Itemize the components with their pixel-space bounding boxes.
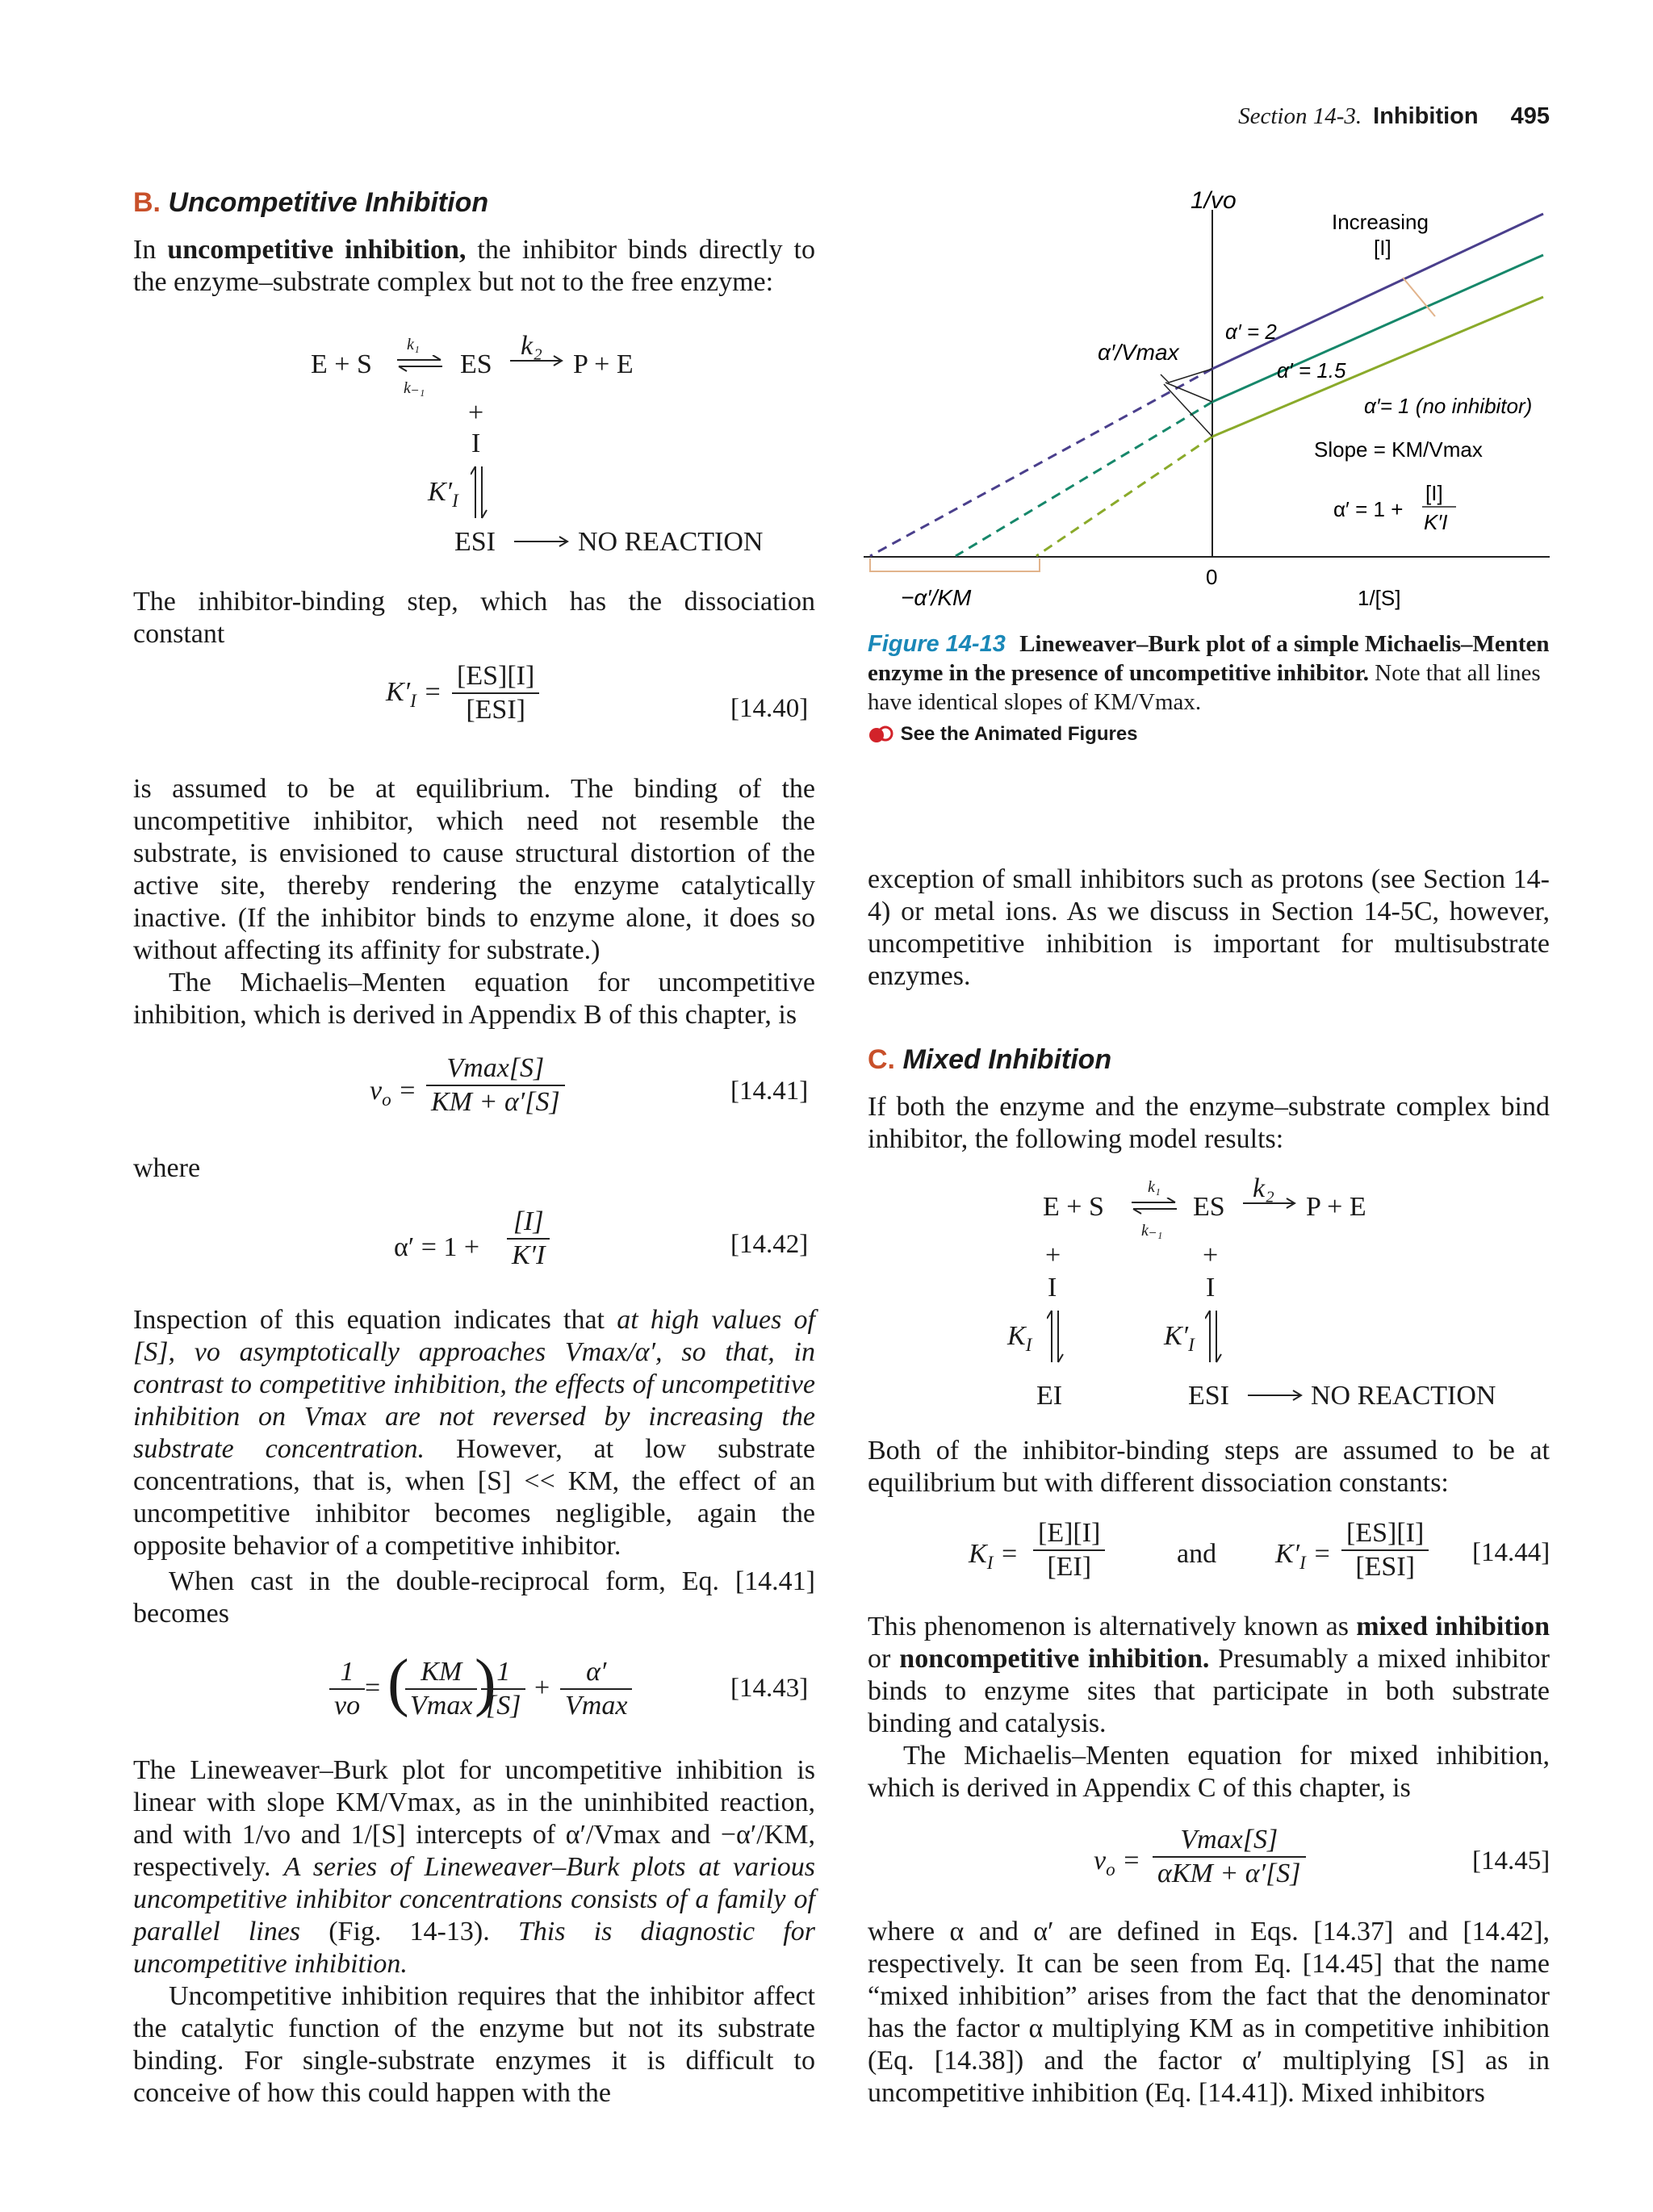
rate-constant-k1: k₁	[1148, 1178, 1161, 1196]
header-section: Section 14-3.	[1238, 103, 1362, 129]
equilibrium-arrow	[1130, 1198, 1178, 1215]
y-axis-label: 1/vo	[1191, 187, 1237, 214]
eq-denominator: [S]	[486, 1691, 521, 1721]
eq-fraction	[481, 1656, 525, 1722]
pointer-line	[1165, 383, 1212, 402]
y-intercept-label: α′/Vmax	[1098, 340, 1179, 365]
scheme-ei: EI	[1036, 1381, 1063, 1411]
eq-numerator: [E][I]	[1033, 1517, 1105, 1551]
paragraph: where α and α′ are defined in Eqs. [14.37] and [14.42], respectively. It can be seen from Eq. [14.45] that the name “mixed inhibition” arises from the fact that the denominator has the factor α multiplying KM as in competitive inhibition (Eq. [14.38]) and the factor α′ multiplying [S] as in uncompetitive inhibition (Eq. [14.41]). Mixed inhibitors	[868, 1917, 1550, 2108]
eq-fraction	[426, 1052, 565, 1119]
scheme-plus: +	[1203, 1240, 1219, 1270]
kip-subscript: I	[1188, 1334, 1195, 1356]
rate-constant-k1: k₁	[407, 336, 420, 353]
eq-lhs-sub: I	[410, 690, 416, 712]
equation-14-44-ki: $K_I$ =	[969, 1539, 1019, 1574]
running-header	[1235, 103, 1550, 130]
equation-14-44-kip: $K'_I$ =	[1275, 1539, 1332, 1574]
equation-number: [14.43]	[730, 1674, 809, 1703]
eq-fraction	[1033, 1517, 1105, 1583]
eq-fraction	[405, 1656, 477, 1722]
right-paren: )	[475, 1647, 496, 1718]
equation-14-41: $v_o$ =	[370, 1076, 417, 1110]
italic-run: at high values of [S], vo asymptotically approaches Vmax/α′, so that, in contrast to competitive inhibition, the effects of uncompetitive inhibition on Vmax are not reversed by increasing the substrate concentration.	[133, 1305, 815, 1464]
vertical-equilibrium-arrow	[471, 463, 488, 521]
scheme-ki-label	[428, 476, 458, 517]
scheme-plus: +	[468, 398, 484, 428]
paragraph: Both of the inhibitor-binding steps are assumed to be at equilibrium but with different dissociation constants:	[868, 1436, 1550, 1498]
eq-lhs-sub: o	[382, 1089, 391, 1110]
scheme-esi: ESI	[1188, 1381, 1229, 1411]
paragraph	[133, 1304, 815, 1562]
eq-fraction	[507, 1206, 550, 1272]
scheme-ki-label	[1007, 1320, 1032, 1361]
kip-symbol: K′	[1164, 1321, 1189, 1351]
paragraph: The Michaelis–Menten equation for uncompetitive inhibition, which is derived in Appendix B of this chapter, is	[133, 968, 815, 1030]
equilibrium-arrow	[395, 355, 444, 373]
scheme-es-reactants: E + S	[1043, 1192, 1104, 1222]
where-text: where	[133, 1153, 201, 1183]
x-intercept-label: −α′/KM	[901, 585, 972, 610]
scheme-inhibitor: I	[1206, 1273, 1216, 1303]
plus-sign: +	[534, 1673, 550, 1703]
slope-label: Slope = KM/Vmax	[1314, 437, 1483, 462]
scheme-es-reactants: E + S	[311, 349, 372, 379]
figure-number: Figure 14-13	[868, 631, 1006, 657]
x-axis-label: 1/[S]	[1358, 586, 1401, 610]
text-run: Presumably a mixed inhibitor binds to enzyme sites that participate in both substrate binding and catalysis.	[868, 1644, 1550, 1738]
scheme-esi: ESI	[454, 527, 496, 557]
scheme-no-reaction: NO REACTION	[1311, 1381, 1496, 1411]
bold-term: noncompetitive inhibition.	[899, 1644, 1210, 1674]
origin-label: 0	[1206, 565, 1218, 589]
caption-text: Note that all lines have identical slopes of KM/Vmax.	[868, 660, 1541, 715]
eq-denominator: [ESI]	[1355, 1552, 1415, 1582]
pointer-line	[1161, 369, 1212, 383]
eq-lhs-sub: o	[1106, 1859, 1115, 1880]
scheme-es: ES	[460, 349, 492, 379]
lineweaver-burk-plot	[864, 178, 1558, 613]
section-heading-c	[868, 1044, 1111, 1076]
eq-denominator: Vmax	[565, 1691, 628, 1721]
text-run: the inhibitor binds directly to the enzyme–substrate complex but not to the free enzyme:	[133, 235, 816, 297]
eq-lhs: v	[370, 1076, 383, 1106]
scheme-inhibitor: I	[1048, 1273, 1057, 1303]
equation-14-42: α′ = 1 +	[394, 1232, 480, 1262]
paragraph: When cast in the double-reciprocal form, Eq. [14.41] becomes	[133, 1566, 815, 1629]
eq-numerator: Vmax[S]	[426, 1052, 565, 1086]
eq-denominator: [ESI]	[466, 695, 525, 725]
vertical-equilibrium-arrow	[1047, 1307, 1065, 1365]
italic-run: A series of Lineweaver–Burk plots at various uncompetitive inhibitor concentrations consists of a family of parallel lines	[133, 1852, 815, 1946]
eq-lhs: K′	[1275, 1539, 1300, 1569]
eq-lhs-sub: I	[986, 1552, 994, 1574]
forward-arrow	[1241, 1198, 1298, 1209]
eq-lhs: K′	[386, 677, 411, 707]
increasing-label: Increasing	[1332, 210, 1429, 234]
increasing-label-i: [I]	[1374, 236, 1391, 260]
eq-denominator: αKM + α′[S]	[1157, 1859, 1301, 1888]
header-title: Inhibition	[1373, 103, 1479, 129]
reaction-scheme	[311, 349, 372, 381]
eq-denominator: KM + α′[S]	[431, 1087, 560, 1117]
text-run: (Fig. 14-13).	[300, 1917, 518, 1946]
text-run: The Lineweaver–Burk plot for uncompetitive inhibition is linear with slope KM/Vmax, as in the uninhibited reaction, and with 1/vo and 1/[S] intercepts of α′/Vmax and −α′/KM, respectively.	[133, 1755, 815, 1882]
eq-denominator: vo	[334, 1691, 361, 1721]
scheme-no-reaction: NO REACTION	[578, 527, 764, 557]
x-intercept-bracket	[870, 558, 1040, 571]
eq-lhs: v	[1094, 1846, 1107, 1875]
eq-fraction	[452, 660, 539, 726]
no-reaction-arrow	[1246, 1390, 1304, 1401]
eq-numerator: [I]	[507, 1206, 550, 1240]
alpha-def-denominator: K′I	[1424, 510, 1448, 534]
alpha-definition: α′ = 1 +	[1333, 497, 1404, 521]
caption-title: Lineweaver–Burk plot of a simple Michaelis–Menten enzyme in the presence of uncompetitive inhibitor.	[868, 631, 1550, 686]
rate-constant-k-1: k₋₁	[1141, 1222, 1163, 1240]
ki-symbol: K′	[428, 477, 453, 507]
eq-lhs: K	[969, 1539, 987, 1569]
scheme-kip-label	[1164, 1320, 1195, 1361]
paragraph	[133, 1754, 815, 1980]
paragraph: exception of small inhibitors such as protons (see Section 14-4) or metal ions. As we discuss in Section 14-5C, however, uncompetitive inhibition is important for multisubstrate enzymes.	[868, 864, 1550, 991]
scheme-inhibitor: I	[471, 429, 481, 458]
scheme-plus: +	[1045, 1240, 1061, 1270]
text-run: This phenomenon is alternatively known as	[868, 1612, 1357, 1641]
rate-constant-k2: k₂	[1253, 1173, 1274, 1203]
equation-14-40: $K'_I$ =	[386, 677, 442, 712]
alpha-1-label: α′= 1 (no inhibitor)	[1364, 394, 1533, 418]
line-alpha-1-5-extrapolated	[956, 402, 1212, 556]
paragraph	[133, 234, 815, 299]
eq-denominator: K′I	[512, 1240, 546, 1270]
heading-text: Uncompetitive Inhibition	[168, 187, 489, 218]
equation-number: [14.41]	[730, 1077, 809, 1106]
bold-term: uncompetitive inhibition,	[167, 235, 467, 265]
vertical-equilibrium-arrow	[1205, 1307, 1223, 1365]
eq-numerator: α′	[560, 1656, 632, 1690]
heading-text: Mixed Inhibition	[902, 1044, 1112, 1075]
eq-numerator: 1	[481, 1656, 525, 1690]
eq-numerator: 1	[329, 1656, 365, 1690]
text-run: Inspection of this equation indicates that	[133, 1305, 617, 1335]
text-run: In	[133, 235, 168, 265]
left-paren: (	[387, 1647, 409, 1718]
scheme-es: ES	[1193, 1192, 1225, 1222]
page-number: 495	[1510, 103, 1550, 129]
equation-number: [14.42]	[730, 1230, 809, 1259]
and-word: and	[1177, 1539, 1217, 1569]
text-run: However, at low substrate concentrations, that is, when [S] << KM, the effect of an uncompetitive inhibitor becomes negligible, again the opposite behavior of a competitive inhibitor.	[133, 1434, 815, 1561]
ki-symbol: K	[1007, 1321, 1026, 1351]
eq-fraction	[1341, 1517, 1429, 1583]
section-heading-b	[133, 187, 488, 219]
eq-numerator: Vmax[S]	[1153, 1824, 1306, 1858]
equation-14-45: $v_o$ =	[1094, 1846, 1141, 1880]
animated-figures-icon	[868, 724, 895, 746]
rate-constant-k2: k₂	[521, 331, 542, 361]
scheme-products: P + E	[573, 349, 634, 379]
paragraph: is assumed to be at equilibrium. The binding of the uncompetitive inhibitor, which need not resemble the substrate, is envisioned to cause structural distortion of the active site, thereby rendering the enzyme catalytically inactive. (If the inhibitor binds to enzyme alone, it does so without affecting its affinity for substrate.)	[133, 774, 815, 965]
eq-numerator: [ES][I]	[452, 660, 539, 694]
paragraph	[868, 1611, 1550, 1740]
eq-fraction	[1153, 1824, 1306, 1890]
heading-letter: C.	[868, 1044, 895, 1075]
equation-number: [14.44]	[1472, 1538, 1550, 1567]
eq-denominator: [EI]	[1047, 1552, 1092, 1582]
eq-numerator: KM	[405, 1656, 477, 1690]
alpha-1-5-label: α′ = 1.5	[1277, 358, 1346, 383]
eq-fraction	[560, 1656, 632, 1722]
equation-number: [14.40]	[730, 694, 809, 723]
ki-subscript: I	[1025, 1334, 1032, 1356]
paragraph: If both the enzyme and the enzyme–substrate complex bind inhibitor, the following model results:	[868, 1092, 1550, 1154]
alpha-2-label: α′ = 2	[1225, 320, 1277, 344]
eq-lhs-fraction	[329, 1656, 365, 1722]
bold-term: mixed inhibition	[1356, 1612, 1550, 1641]
scheme-products: P + E	[1306, 1192, 1366, 1222]
animated-figures-link[interactable]	[868, 723, 1138, 746]
eq-numerator: [ES][I]	[1341, 1517, 1429, 1551]
eq-lhs-sub: I	[1299, 1552, 1306, 1574]
paragraph: The inhibitor-binding step, which has the dissociation constant	[133, 587, 815, 649]
figure-caption	[868, 629, 1550, 717]
heading-letter: B.	[133, 187, 161, 218]
ki-subscript: I	[452, 490, 458, 512]
italic-run: This is diagnostic for uncompetitive inhibition.	[133, 1917, 815, 1979]
animated-figures-label: See the Animated Figures	[900, 723, 1138, 745]
paragraph: Uncompetitive inhibition requires that the inhibitor affect the catalytic function of the enzyme but not its substrate binding. For single-substrate enzymes it is difficult to conceive of how this could happen with the	[133, 1981, 815, 2108]
eq-denominator: Vmax	[410, 1691, 473, 1721]
text-run: or	[868, 1644, 900, 1674]
equation-number: [14.45]	[1472, 1846, 1550, 1875]
equals-sign: =	[365, 1673, 381, 1703]
paragraph: The Michaelis–Menten equation for mixed inhibition, which is derived in Appendix C of this chapter, is	[868, 1741, 1550, 1803]
alpha-def-numerator: [I]	[1425, 481, 1443, 505]
no-reaction-arrow	[513, 536, 571, 547]
rate-constant-k-1: k₋₁	[404, 379, 425, 397]
forward-arrow	[508, 355, 565, 366]
line-alpha-2-extrapolated	[870, 369, 1212, 556]
